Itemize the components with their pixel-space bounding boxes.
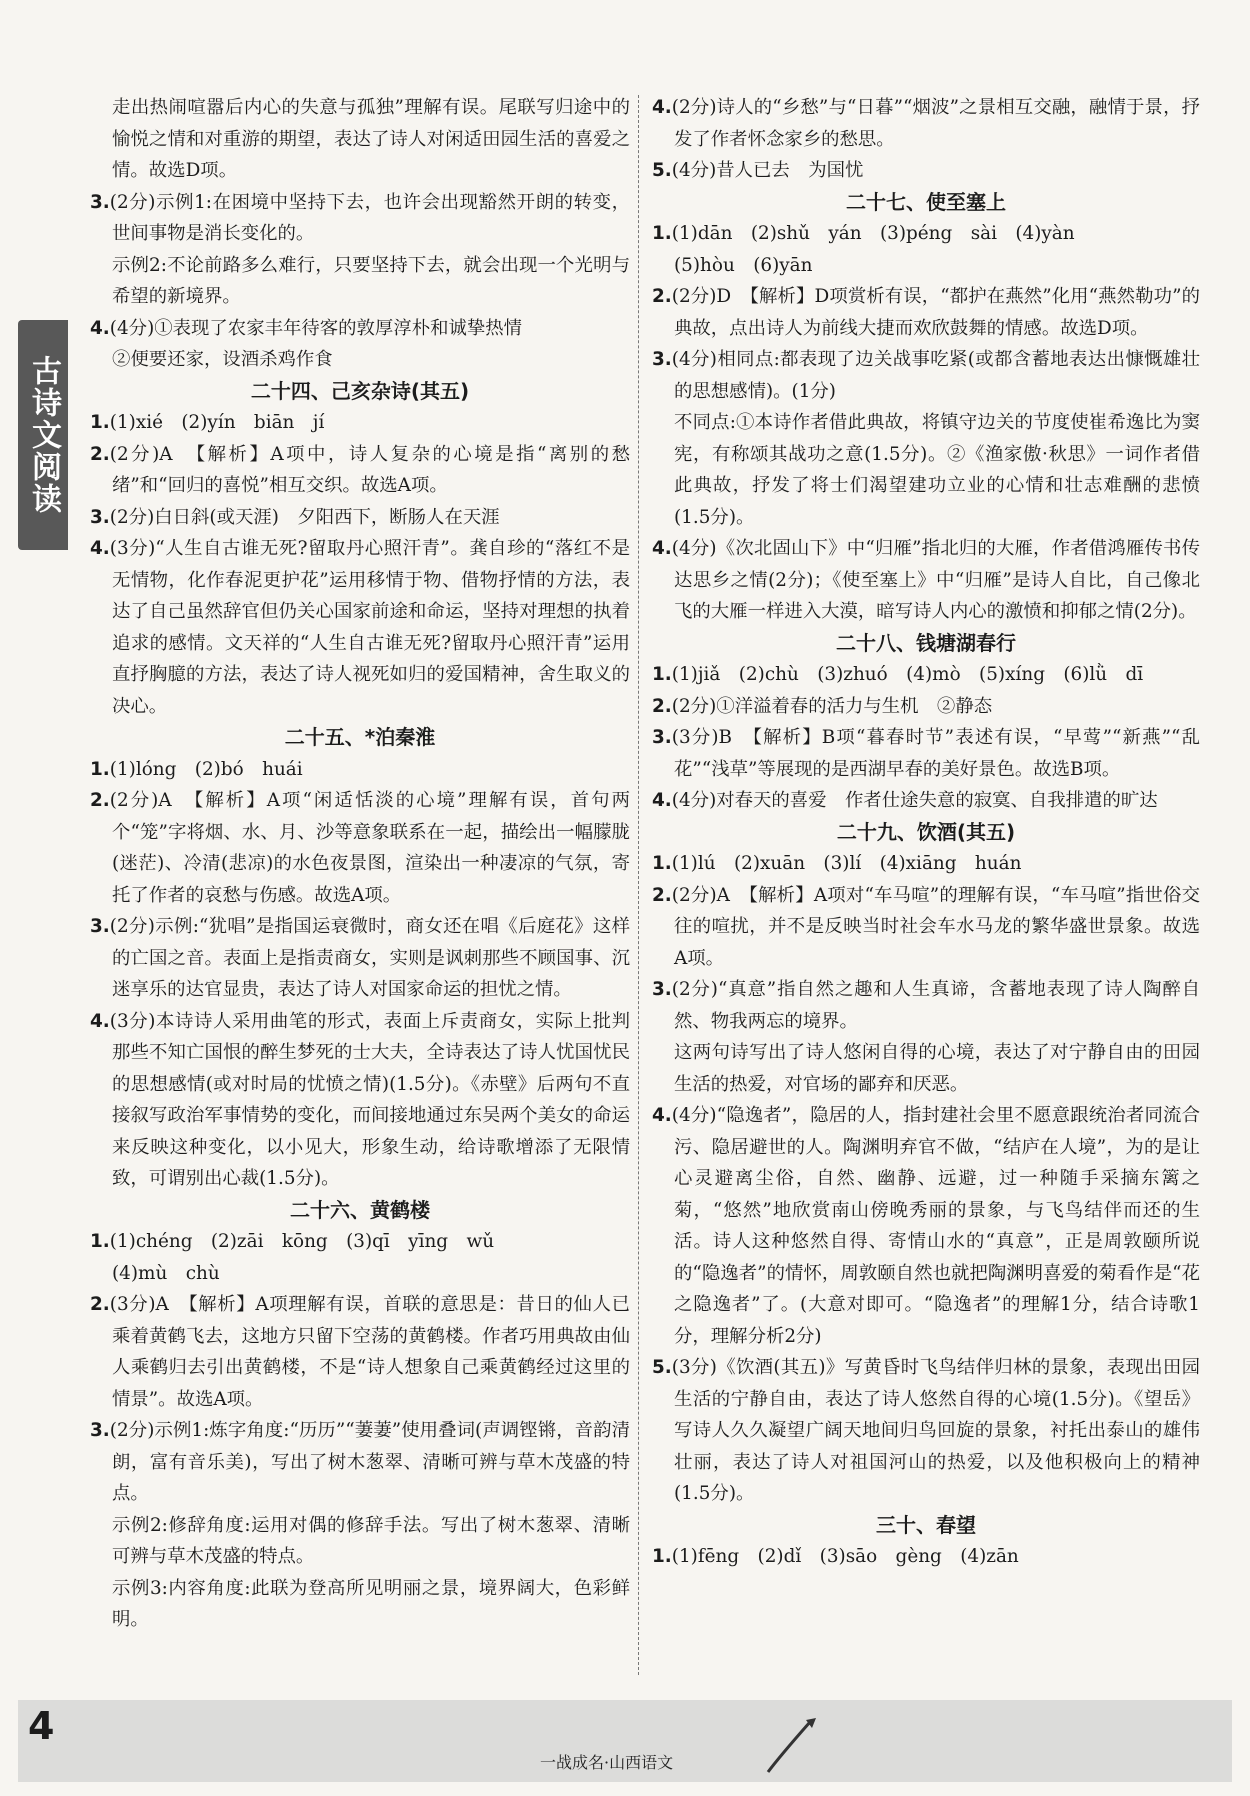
question-number: 4. (652, 1105, 672, 1126)
question-number: 4. (652, 538, 672, 559)
left-column (90, 92, 630, 1636)
section-title: 二十五、*泊秦淮 (284, 725, 436, 749)
answer-item (90, 1510, 630, 1573)
answer-text: 这两句诗写出了诗人悠闲自得的心境，表达了对宁静自由的田园生活的热爱，对官场的鄙弃和厌恶。 (674, 1042, 1200, 1095)
question-number: 4. (652, 790, 672, 811)
section-title: 二十八、钱塘湖春行 (836, 630, 1016, 655)
answer-item (652, 407, 1200, 533)
footer-text: 一战成名·山西语文 (540, 1753, 674, 1772)
question-number: 4. (90, 1010, 110, 1032)
answer-text: (4分)①表现了农家丰年待客的敦厚淳朴和诚挚热情 (109, 317, 523, 339)
answer-text: (1)lóng (2)bó huái (109, 758, 303, 780)
answer-item (652, 848, 1200, 880)
section-title: 二十七、使至塞上 (846, 189, 1006, 214)
answer-text: 示例2:不论前路多么难行，只要坚持下去，就会出现一个光明与希望的新境界。 (112, 254, 630, 307)
answer-item (90, 407, 630, 439)
answer-item (90, 344, 630, 376)
answer-text: (2分)示例:“犹唱”是指国运衰微时，商女还在唱《后庭花》这样的亡国之音。表面上是指责商女，实则是讽刺那些不顾国事、沉迷享乐的达官显贵，表达了诗人对国家命运的担忧之情。 (109, 916, 630, 1000)
section-title: 二十六、黄鹤楼 (290, 1197, 430, 1222)
answer-text: (1)fēng (2)dǐ (3)sāo gèng (4)zān (671, 1546, 1019, 1567)
answer-text: (4分)对春天的喜爱 作者仕途失意的寂寞、自我排遣的旷达 (671, 790, 1158, 811)
question-number: 1. (652, 664, 672, 685)
answer-text: (4分)“隐逸者”，隐居的人，指封建社会里不愿意跟统治者同流合污、隐居避世的人。陶渊明弃官不做，“结庐在人境”，为的是让心灵避离尘俗，自然、幽静、远避，过一种随手采摘东篱之菊，“悠然”地欣赏南山傍晚秀丽的景象，与飞鸟结伴而还的生活。诗人这种悠然自得、寄情山水的“真意”，正是周敦颐所说的“隐逸者”的情怀，周敦颐自然也就把陶渊明喜爱的菊看作是“花之隐逸者”了。(大意对即可。“隐逸者”的理解1分，结合诗歌1分，理解分析2分) (671, 1105, 1200, 1347)
answer-text: (2分)诗人的“乡愁”与“日暮”“烟波”之景相互交融，融情于景，抒发了作者怀念家乡的愁思。 (671, 97, 1200, 150)
answer-text: (1)dān (2)shǔ yán (3)péng sài (4)yàn (671, 223, 1075, 244)
question-number: 2. (90, 443, 110, 465)
answer-item (652, 344, 1200, 407)
section-tab (18, 320, 68, 550)
question-number: 3. (652, 979, 672, 1000)
section-title: 二十四、己亥杂诗(其五) (250, 378, 470, 403)
answer-text: 示例2:修辞角度:运用对偶的修辞手法。写出了树木葱翠、清晰可辨与草木茂盛的特点。 (112, 1514, 630, 1567)
answer-item (652, 785, 1200, 817)
answer-item (90, 1226, 630, 1258)
question-number: 1. (90, 1231, 110, 1252)
answer-text: (3分)A 【解析】A项理解有误，首联的意思是：昔日的仙人已乘着黄鹤飞去，这地方只留下空荡的黄鹤楼。作者巧用典故由仙人乘鹤归去引出黄鹤楼，不是“诗人想象自己乘黄鹤经过这里的情景”。故选A项。 (109, 1294, 630, 1410)
question-number: 3. (90, 1420, 110, 1441)
question-number: 4. (652, 97, 672, 118)
question-number: 1. (90, 412, 110, 433)
answer-item (90, 1573, 630, 1636)
answer-text: (4)mù chù (112, 1262, 220, 1284)
answer-text: (3分)“人生自古谁无死?留取丹心照汗青”。龚自珍的“落红不是无情物，化作春泥更护花”运用移情于物、借物抒情的方法，表达了自己虽然辞官但仍关心国家前途和命运，坚持对理想的执着追求的感情。文天祥的“人生自古谁无死?留取丹心照汗青”运用直抒胸臆的方法，表达了诗人视死如归的爱国精神，舍生取义的决心。 (109, 538, 630, 717)
answer-text: (3分)《饮酒(其五)》写黄昏时飞鸟结伴归林的景象，表现出田园生活的宁静自由，表达了诗人悠然自得的心境(1.5分)。《望岳》写诗人久久凝望广阔天地间归鸟回旋的景象，衬托出泰山的雄伟壮丽，表达了诗人对祖国河山的热爱，以及他积极向上的精神(1.5分)。 (671, 1357, 1200, 1504)
question-number: 4. (90, 317, 110, 339)
answer-text: (4分)相同点:都表现了边关战事吃紧(或都含蓄地表达出慷慨雄壮的思想感情)。(1分) (671, 349, 1200, 402)
answer-item (652, 691, 1200, 723)
answer-item (90, 533, 630, 722)
question-number: 2. (652, 884, 672, 906)
column-divider (638, 95, 639, 1675)
answer-text: (2分)A 【解析】A项中，诗人复杂的心境是指“离别的愁绪”和“回归的喜悦”相互交织。故选A项。 (109, 443, 630, 496)
question-number: 3. (90, 191, 110, 213)
answer-text: (2分)①洋溢着春的活力与生机 ②静态 (671, 695, 993, 717)
answer-item (652, 1541, 1200, 1573)
answer-item (90, 187, 630, 250)
answer-item (652, 92, 1200, 155)
question-number: 3. (90, 506, 110, 528)
question-number: 1. (652, 853, 672, 874)
question-number: 1. (652, 1546, 672, 1567)
answer-text: (2分)示例1:在困境中坚持下去，也许会出现豁然开朗的转变，世间事物是消长变化的。 (109, 191, 630, 244)
answer-text: (2分)示例1:炼字角度:“历历”“萋萋”使用叠词(声调铿锵，音韵清朗，富有音乐美)，写出了树木葱翠、清晰可辨与草木茂盛的特点。 (109, 1420, 630, 1504)
question-number: 5. (652, 1357, 672, 1378)
answer-text: (1)chéng (2)zāi kōng (3)qī yīng wǔ (109, 1231, 495, 1252)
answer-text: (3分)本诗诗人采用曲笔的形式，表面上斥责商女，实际上批判那些不知亡国恨的醉生梦死的士大夫，全诗表达了诗人忧国忧民的思想感情(或对时局的忧愤之情)(1.5分)。《赤壁》后两句不直接叙写政治军事情势的变化，而间接地通过东吴两个美女的命运来反映这种变化，以小见大，形象生动，给诗歌增添了无限情致，可谓别出心裁(1.5分)。 (109, 1010, 630, 1189)
question-number: 3. (652, 727, 672, 748)
answer-item (652, 1352, 1200, 1510)
question-number: 4. (90, 538, 110, 559)
answer-text: (1)xié (2)yín biān jí (109, 412, 325, 433)
answer-item (90, 911, 630, 1006)
question-number: 2. (652, 695, 672, 717)
right-column (652, 92, 1200, 1573)
question-number: 3. (90, 916, 110, 937)
answer-text: 不同点:①本诗作者借此典故，将镇守边关的节度使崔希逸比为窦宪，有称颂其战功之意(1.5分)。②《渔家傲·秋思》一词作者借此典故，抒发了将士们渴望建功立业的心情和壮志难酬的悲愤(1.5分)。 (674, 412, 1200, 528)
answer-item (90, 785, 630, 911)
answer-item (90, 1006, 630, 1195)
answer-item (90, 439, 630, 502)
brush-icon (760, 1716, 820, 1776)
answer-item (90, 250, 630, 313)
answer-item (652, 281, 1200, 344)
answer-item (652, 533, 1200, 628)
answer-item (90, 1258, 630, 1290)
page-number: 4 (28, 1704, 55, 1748)
section-tab-label: 古诗文阅读 (26, 355, 61, 515)
answer-text: (1)lú (2)xuān (3)lí (4)xiāng huán (671, 853, 1022, 874)
answer-item (652, 659, 1200, 691)
answer-text: ②便要还家，设酒杀鸡作食 (112, 349, 333, 370)
question-number: 3. (652, 349, 672, 370)
answer-text: (5)hòu (6)yān (674, 254, 813, 276)
answer-item (652, 1100, 1200, 1352)
question-number: 1. (652, 223, 672, 244)
answer-text: (2分)“真意”指自然之趣和人生真谛，含蓄地表现了诗人陶醉自然、物我两忘的境界。 (671, 979, 1200, 1032)
answer-item (652, 218, 1200, 250)
question-number: 2. (90, 1294, 110, 1315)
question-number: 1. (90, 758, 110, 780)
answer-item (90, 92, 630, 187)
answer-text: (4分)《次北固山下》中“归雁”指北归的大雁，作者借鸿雁传书传达思乡之情(2分)；《使至塞上》中“归雁”是诗人自比，自己像北飞的大雁一样进入大漠，暗写诗人内心的激愤和抑郁之情(2分)。 (671, 538, 1200, 622)
answer-text: (3分)B 【解析】B项“暮春时节”表述有误，“早莺”“新燕”“乱花”“浅草”等展现的是西湖早春的美好景色。故选B项。 (671, 727, 1200, 780)
section-title: 三十、春望 (876, 1512, 976, 1537)
answer-item (652, 155, 1200, 187)
answer-item (652, 1037, 1200, 1100)
answer-item (652, 722, 1200, 785)
answer-item (90, 1415, 630, 1510)
answer-item (90, 313, 630, 345)
answer-text: (4分)昔人已去 为国忧 (671, 160, 864, 181)
answer-item (90, 754, 630, 786)
section-title: 二十九、饮酒(其五) (836, 819, 1016, 844)
answer-item (90, 1289, 630, 1415)
answer-text: (2分)白日斜(或天涯) 夕阳西下，断肠人在天涯 (109, 506, 500, 528)
answer-item (652, 974, 1200, 1037)
answer-text: (2分)A 【解析】A项对“车马喧”的理解有误，“车马喧”指世俗交往的喧扰，并不是反映当时社会车水马龙的繁华盛世景象。故选A项。 (671, 884, 1200, 969)
answer-item (90, 502, 630, 534)
question-number: 5. (652, 160, 672, 181)
answer-text: (2分)A 【解析】A项“闲适恬淡的心境”理解有误，首句两个“笼”字将烟、水、月、沙等意象联系在一起，描绘出一幅朦胧(迷茫)、冷清(悲凉)的水色夜景图，渲染出一种凄凉的气氛，寄托了作者的哀愁与伤感。故选A项。 (109, 790, 630, 906)
answer-text: (1)jiǎ (2)chù (3)zhuó (4)mò (5)xíng (6)lǜ dī (671, 664, 1144, 685)
answer-text: 走出热闹喧嚣后内心的失意与孤独”理解有误。尾联写归途中的愉悦之情和对重游的期望，表达了诗人对闲适田园生活的喜爱之情。故选D项。 (112, 97, 630, 181)
answer-text: (2分)D 【解析】D项赏析有误，“都护在燕然”化用“燕然勒功”的典故，点出诗人为前线大捷而欢欣鼓舞的情感。故选D项。 (671, 286, 1200, 339)
answer-item (652, 880, 1200, 975)
answer-text: 示例3:内容角度:此联为登高所见明丽之景，境界阔大，色彩鲜明。 (112, 1577, 630, 1630)
question-number: 2. (652, 286, 672, 307)
question-number: 2. (90, 790, 110, 811)
answer-item (652, 250, 1200, 282)
